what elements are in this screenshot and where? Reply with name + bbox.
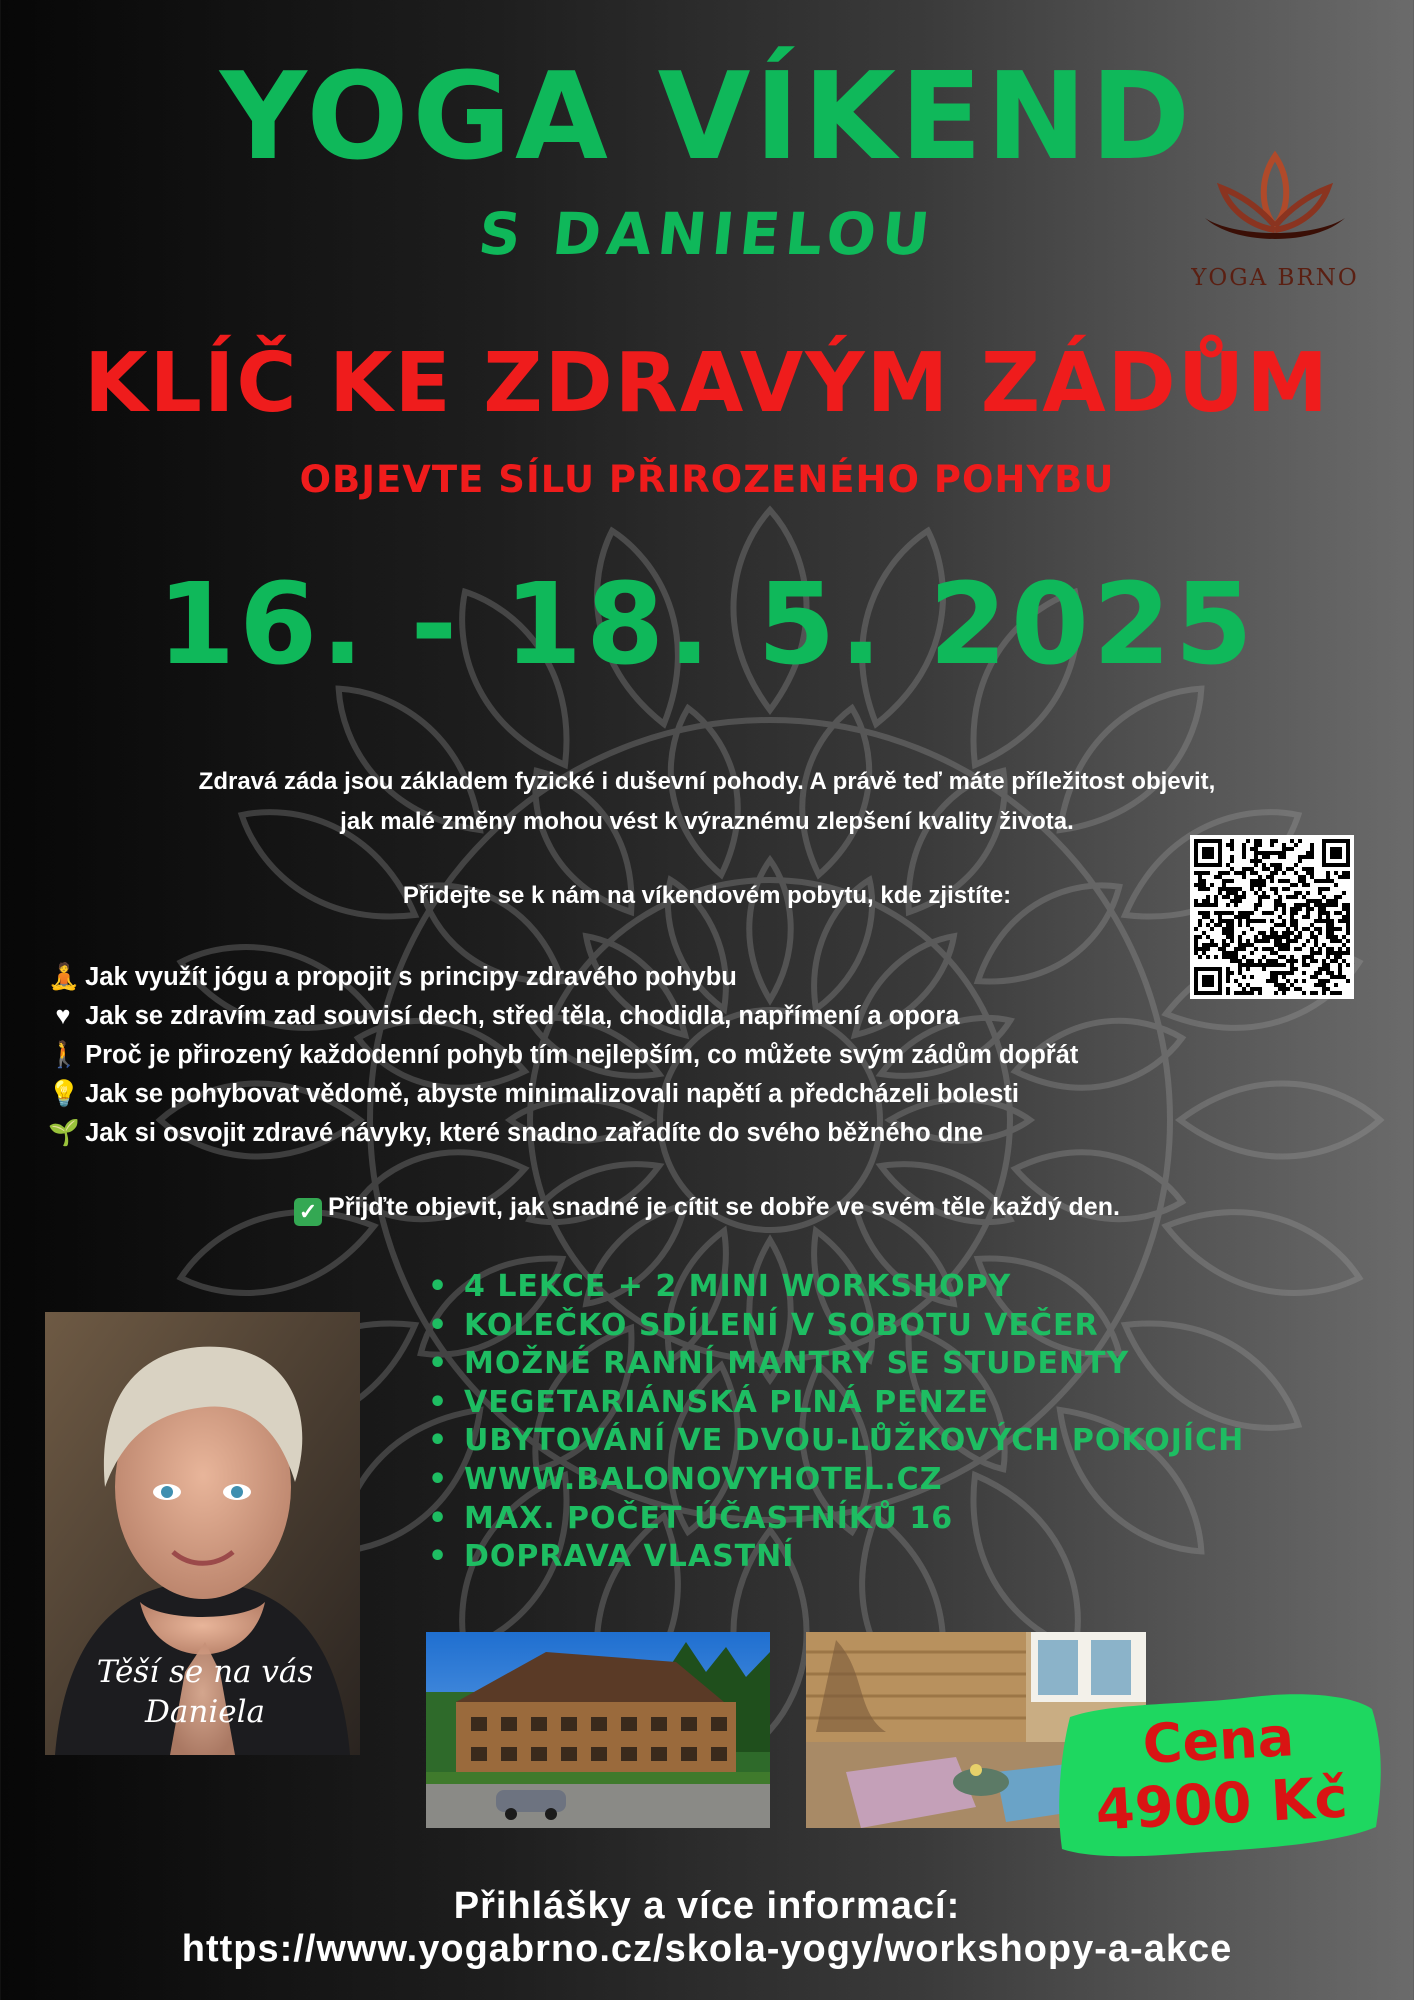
logo-text: YOGA BRNO	[1191, 265, 1359, 291]
event-title: YOGA VÍKEND	[219, 48, 1195, 187]
feature-item-link[interactable]: • WWW.BALONOVYHOTEL.CZ	[428, 1461, 943, 1497]
join-line: Přidejte se k nám na víkendovém pobytu, kde zjistíte:	[402, 882, 1012, 909]
feature-item: • DOPRAVA VLASTNÍ	[428, 1539, 795, 1575]
benefit-item	[48, 997, 1078, 1036]
feature-text[interactable]: WWW.BALONOVYHOTEL.CZ	[464, 1461, 943, 1497]
lightbulb-icon: 💡	[48, 1080, 80, 1108]
feature-item: • MAX. POČET ÚČASTNÍKŮ 16	[428, 1500, 954, 1536]
signup-link[interactable]: https://www.yogabrno.cz/skola-yogy/workshopy-a-akce	[181, 1928, 1233, 1970]
hotel-photo	[426, 1632, 770, 1828]
price-text	[1049, 1700, 1391, 1845]
feature-text: VEGETARIÁNSKÁ PLNÁ PENZE	[464, 1384, 989, 1420]
mandala-petal	[1180, 1083, 1380, 1156]
benefit-text: Jak využít jógu a propojit s principy zdravého pohybu	[85, 963, 737, 991]
feature-item: • KOLEČKO SDÍLENÍ V SOBOTU VEČER	[428, 1307, 1099, 1343]
yoga-brno-logo	[1170, 148, 1380, 291]
feature-text: KOLEČKO SDÍLENÍ V SOBOTU VEČER	[464, 1307, 1099, 1343]
event-subtitle: S DANIELOU	[475, 200, 939, 268]
benefit-text: Jak si osvojit zdravé návyky, které snadno zařadíte do svého běžného dne	[85, 1119, 984, 1147]
benefit-text: Jak se zdravím zad souvisí dech, střed těla, chodidla, napřímení a opora	[85, 1002, 960, 1030]
intro-line-2: jak malé změny mohou vést k výraznému zlepšení kvality života.	[340, 808, 1074, 835]
photo-caption	[80, 1652, 330, 1732]
qr-code-graphic	[1190, 835, 1354, 999]
instructor-photo	[45, 1312, 360, 1755]
seedling-icon: 🌱	[48, 1119, 80, 1147]
call-to-action	[0, 1193, 1414, 1226]
event-dates: 16. - 18. 5. 2025	[157, 560, 1257, 690]
meditation-icon: 🧘	[48, 963, 80, 991]
headline: KLÍČ KE ZDRAVÝM ZÁDŮM	[84, 336, 1330, 431]
signup-heading: Přihlášky a více informací:	[453, 1885, 961, 1927]
cta-text: Přijďte objevit, jak snadné je cítit se dobře ve svém těle každý den.	[328, 1193, 1120, 1221]
feature-item: • MOŽNÉ RANNÍ MANTRY SE STUDENTY	[428, 1346, 1130, 1382]
caption-line-2: Daniela	[145, 1694, 265, 1730]
intro-line-1: Zdravá záda jsou základem fyzické i duševní pohody. A právě teď máte příležitost objevit,	[198, 768, 1216, 795]
feature-item: • 4 LEKCE + 2 MINI WORKSHOPY	[428, 1269, 1012, 1304]
price-label: Cena	[1141, 1705, 1296, 1776]
benefit-item	[48, 1114, 1078, 1153]
feature-text: MOŽNÉ RANNÍ MANTRY SE STUDENTY	[464, 1346, 1130, 1382]
benefit-item	[48, 1036, 1078, 1075]
price-value: 4900 Kč	[1094, 1765, 1350, 1844]
lotus-logo-icon	[1200, 148, 1350, 256]
caption-line-1: Těší se na vás	[96, 1654, 314, 1690]
price-badge	[1052, 1677, 1388, 1867]
benefit-text: Proč je přirozený každodenní pohyb tím nejlepším, co můžete svým zádům dopřát	[85, 1041, 1079, 1069]
hotel-building-image	[426, 1632, 770, 1828]
tagline: OBJEVTE SÍLU PŘIROZENÉHO POHYBU	[299, 458, 1115, 501]
intro-text	[0, 762, 1414, 842]
checkmark-icon: ✓	[294, 1198, 322, 1226]
feature-item: • VEGETARIÁNSKÁ PLNÁ PENZE	[428, 1384, 989, 1420]
feature-text: 4 LEKCE + 2 MINI WORKSHOPY	[464, 1269, 1012, 1304]
feature-text: MAX. POČET ÚČASTNÍKŮ 16	[464, 1500, 954, 1536]
heart-icon: ♥	[55, 1002, 71, 1030]
walking-icon: 🚶	[48, 1041, 80, 1069]
qr-code[interactable]	[1190, 835, 1354, 999]
benefit-text: Jak se pohybovat vědomě, abyste minimalizovali napětí a předcházeli bolesti	[85, 1080, 1019, 1108]
benefit-item	[48, 958, 1078, 997]
feature-item: • UBYTOVÁNÍ VE DVOU-LŮŽKOVÝCH POKOJÍCH	[428, 1423, 1245, 1459]
benefit-item	[48, 1075, 1078, 1114]
feature-text: DOPRAVA VLASTNÍ	[464, 1539, 795, 1575]
benefits-list	[48, 958, 1078, 1153]
features-list	[428, 1268, 1244, 1577]
feature-text: UBYTOVÁNÍ VE DVOU-LŮŽKOVÝCH POKOJÍCH	[464, 1423, 1245, 1459]
